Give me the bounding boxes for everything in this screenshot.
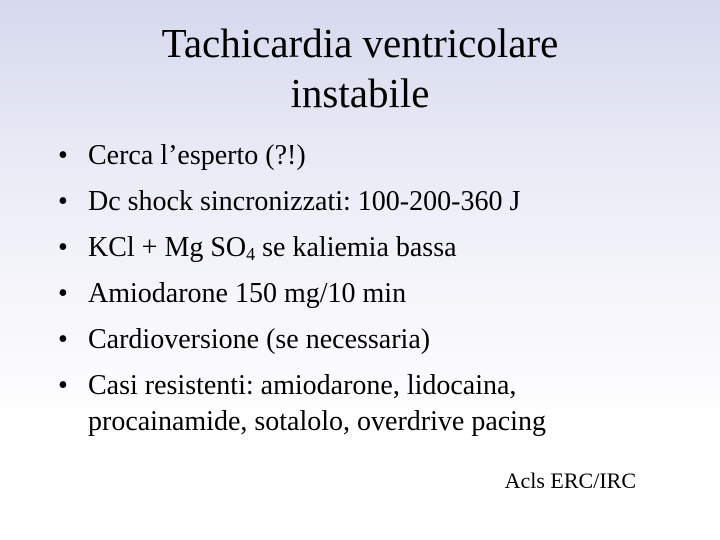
bullet-subscript: 4 xyxy=(246,244,256,264)
source-footnote: Acls ERC/IRC xyxy=(504,468,636,493)
bullet-item xyxy=(58,368,698,440)
bullet-text: Amiodarone 150 mg/10 min xyxy=(88,278,407,309)
bullet-text: Dc shock sincronizzati: 100-200-360 J xyxy=(88,186,521,217)
slide-title xyxy=(0,18,720,118)
bullet-item xyxy=(58,138,698,174)
bullet-item xyxy=(58,184,698,220)
bullet-icon: • xyxy=(58,186,68,217)
bullet-text-suffix: se kaliemia bassa xyxy=(255,232,457,263)
bullet-icon: • xyxy=(58,278,68,309)
bullet-icon: • xyxy=(58,232,68,263)
bullet-text-prefix: KCl + Mg SO xyxy=(88,232,247,263)
bullet-text: Cardioversione (se necessaria) xyxy=(88,324,431,355)
bullet-item xyxy=(58,230,698,266)
title-line-1: Tachicardia ventricolare xyxy=(161,20,559,66)
bullet-icon: • xyxy=(58,140,68,171)
bullet-text-line-2: procainamide, sotalolo, overdrive pacing xyxy=(88,406,546,437)
bullet-item xyxy=(58,322,698,358)
bullet-text-line-1: Casi resistenti: amiodarone, lidocaina, xyxy=(88,370,517,401)
bullet-icon: • xyxy=(58,370,68,401)
bullet-item xyxy=(58,276,698,312)
bullet-icon: • xyxy=(58,324,68,355)
bullet-list xyxy=(58,138,698,450)
title-line-2: instabile xyxy=(290,70,430,116)
bullet-text: Cerca l’esperto (?!) xyxy=(88,140,306,171)
